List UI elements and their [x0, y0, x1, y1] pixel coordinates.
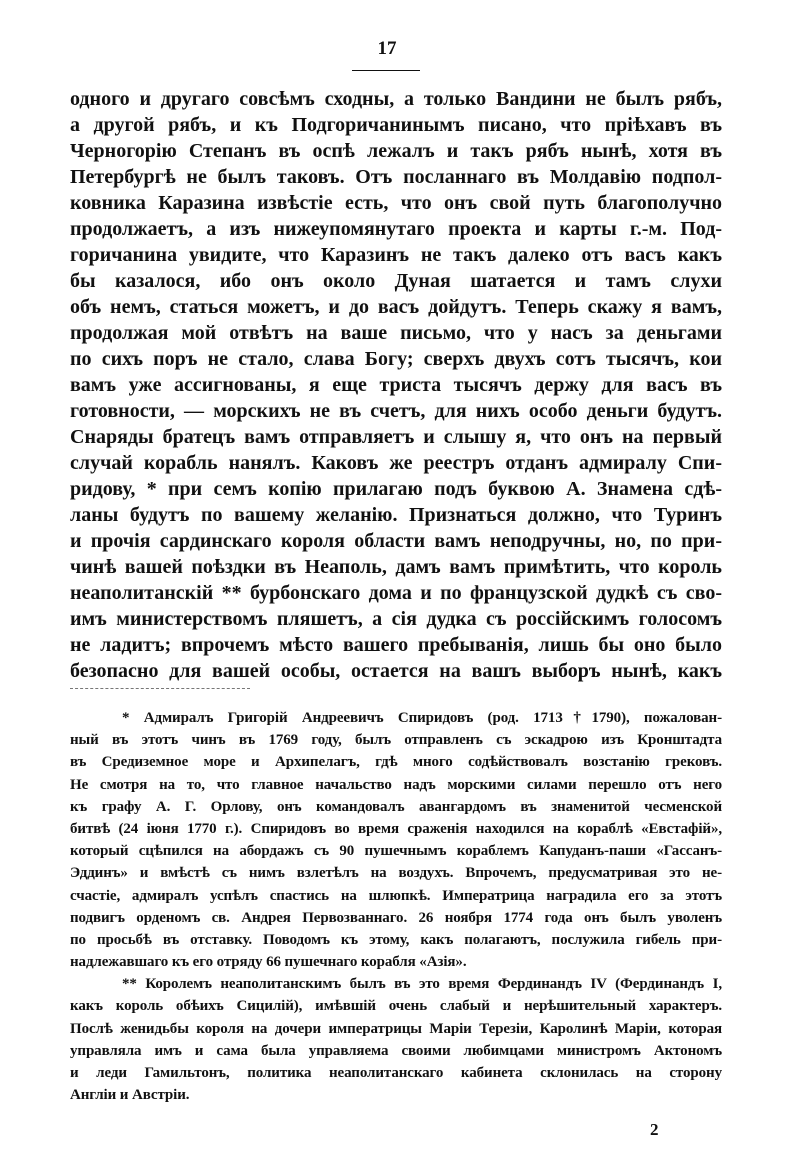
footnote-line: по просьбѣ въ отставку. Поводомъ къ этому, какъ полагаютъ, послужила гибель при- — [70, 931, 722, 948]
text-line: не ладитъ; впрочемъ мѣсто вашего пребыванія, лишь бы оно было — [70, 634, 722, 656]
footnote-line: управляла имъ и сама была управляема своими любимцами министромъ Актономъ — [70, 1042, 722, 1059]
text-line: чинѣ вашей поѣздки въ Неаполь, дамъ вамъ примѣтить, что король — [70, 556, 722, 578]
text-line: продолжая мой отвѣтъ на ваше письмо, что у насъ за деньгами — [70, 322, 722, 344]
footnote-line: въ Средиземное море и Архипелагъ, гдѣ много содѣйствовалъ возстанію грековъ. — [70, 754, 722, 771]
footnote-line: надлежавшаго къ его отряду 66 пушечнаго корабля «Азія». — [70, 954, 467, 971]
footnote-line: * Адмиралъ Григорій Андреевичъ Спиридовъ (род. 1713†1790), пожалован- — [122, 710, 722, 726]
text-line: ланы будутъ по вашему желанію. Признаться должно, что Туринъ — [70, 504, 722, 526]
main-text — [70, 86, 722, 684]
text-line: неаполитанскій ** бурбонскаго дома и по французской дудкѣ съ сво- — [70, 582, 722, 604]
text-line: по сихъ поръ не стало, слава Богу; сверхъ двухъ сотъ тысячъ, кои — [70, 348, 722, 370]
text-line: имъ министерствомъ пляшетъ, а сія дудка съ россійскимъ голосомъ — [70, 608, 722, 630]
text-line: ридову, * при семъ копію прилагаю подъ буквою А. Знамена сдѣ- — [70, 478, 722, 500]
text-line: а другой рябъ, и къ Подгоричанинымъ писано, что пріѣхавъ въ — [70, 114, 722, 136]
footnote-line: ный въ этотъ чинъ въ 1769 году, былъ отправленъ съ эскадрою изъ Кронштадта — [70, 732, 722, 749]
text-line: продолжаетъ, а изъ нижеупомянутаго проекта и карты г.-м. Под- — [70, 218, 722, 240]
footnote-line: Не смотря на то, что главное начальство надъ морскими силами перешло отъ него — [70, 776, 722, 793]
text-line: объ немъ, статься можетъ, и до васъ дойдутъ. Теперь скажу я вамъ, — [70, 296, 722, 318]
footnote-line: который сцѣпился на абордажъ съ 90 пушечнымъ кораблемъ Капуданъ-паши «Гассанъ- — [70, 843, 722, 860]
text-line: случай корабль нанялъ. Каковъ же реестръ отданъ адмиралу Спи- — [70, 452, 722, 474]
text-line: вамъ уже ассигнованы, я еще триста тысячъ держу для васъ въ — [70, 374, 722, 396]
footnotes — [70, 707, 722, 1106]
text-line: безопасно для вашей особы, остается на вашъ выборъ нынѣ, какъ — [70, 660, 722, 682]
text-line: и прочія сардинскаго короля области вамъ неподручны, но, по при- — [70, 530, 722, 552]
footnote-line: Англіи и Австріи. — [70, 1087, 190, 1104]
footnote-line: Послѣ женидьбы короля на дочери императрицы Маріи Терезіи, Каролинѣ Маріи, которая — [70, 1020, 722, 1037]
footnote-line: ** Королемъ неаполитанскимъ былъ въ это время Фердинандъ IV (Фердинандъ I, — [122, 976, 722, 993]
text-line: одного и другаго совсѣмъ сходны, а только Вандини не былъ рябъ, — [70, 88, 722, 110]
text-line: ковника Каразина извѣстіе есть, что онъ свой путь благополучно — [70, 192, 722, 214]
page-number-rule — [352, 70, 420, 71]
signature-mark: 2 — [650, 1120, 659, 1139]
footnote-line: счастіе, адмиралъ успѣлъ спастись на шлюпкѣ. Императрица наградила его за этотъ — [70, 887, 722, 904]
footnote-separator — [70, 688, 250, 689]
text-line: горичанина увидите, что Каразинъ не такъ далеко отъ васъ какъ — [70, 244, 722, 266]
footnote-line: Эддинъ» и вмѣстѣ съ нимъ взлетѣлъ на воздухъ. Впрочемъ, предусматривая это не- — [70, 865, 722, 882]
footnote-line: къ графу А. Г. Орлову, онъ командовалъ авангардомъ въ знаменитой чесменской — [70, 798, 722, 815]
footnote-line: какъ король обѣихъ Сицилій), имѣвшій очень слабый и нерѣшительный характеръ. — [70, 998, 722, 1015]
page-number: 17 — [377, 38, 397, 59]
text-line: Черногорію Степанъ въ оспѣ лежалъ и такъ рябъ нынѣ, хотя въ — [70, 140, 722, 162]
footnote-line: и леди Гамильтонъ, политика неаполитанскаго кабинета склонилась на сторону — [70, 1065, 722, 1081]
footnote-line: подвигъ орденомъ св. Андрея Первозваннаго. 26 ноября 1774 года онъ былъ уволенъ — [70, 909, 722, 926]
text-line: бы казалося, ибо онъ около Дуная шатается и тамъ слухи — [70, 270, 722, 292]
text-line: Снаряды братецъ вамъ отправляетъ и слышу я, что онъ на первый — [70, 426, 722, 448]
text-line: готовности, — морскихъ не въ счетъ, для нихъ особо деньги будутъ. — [70, 400, 722, 422]
footnote-line: битвѣ (24 іюня 1770 г.). Спиридовъ во время сраженія находился на кораблѣ «Евстафій», — [70, 820, 722, 837]
text-line: Петербургѣ не былъ таковъ. Отъ посланнаго въ Молдавію подпол- — [70, 166, 722, 188]
